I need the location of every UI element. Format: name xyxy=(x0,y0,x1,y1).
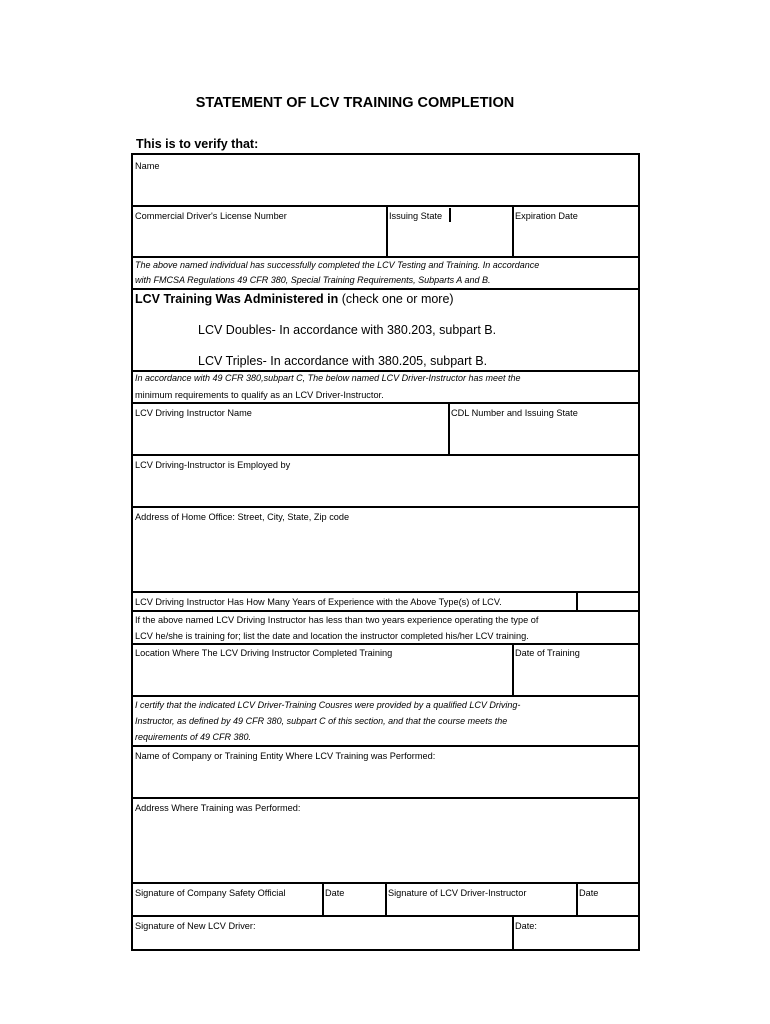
instructor-name-label: LCV Driving Instructor Name xyxy=(135,408,252,418)
date-label-1: Date xyxy=(325,888,345,898)
date-label-2: Date xyxy=(579,888,599,898)
training-location-label: Location Where The LCV Driving Instructor Completed Training xyxy=(135,648,393,658)
divider xyxy=(576,882,578,915)
divider xyxy=(512,915,514,951)
instructor-cdl-label: CDL Number and Issuing State xyxy=(451,408,578,418)
name-label: Name xyxy=(135,161,160,171)
date-label-3: Date: xyxy=(515,921,537,931)
divider xyxy=(133,643,638,645)
certify-line2: Instructor, as defined by 49 CFR 380, subpart C of this section, and that the course meets the xyxy=(135,716,508,726)
instructor-requirement-line2: minimum requirements to qualify as an LCV Driver-Instructor. xyxy=(135,390,384,400)
divider xyxy=(133,797,638,799)
years-experience-answer-divider xyxy=(576,593,578,612)
option-lcv-doubles[interactable]: LCV Doubles- In accordance with 380.203, subpart B. xyxy=(198,323,497,337)
administered-rest: (check one or more) xyxy=(338,292,454,306)
completion-statement-line2: with FMCSA Regulations 49 CFR 380, Special Training Requirements, Subparts A and B. xyxy=(135,275,491,285)
divider xyxy=(449,208,451,222)
home-office-address-label: Address of Home Office: Street, City, State, Zip code xyxy=(135,512,350,522)
divider xyxy=(133,506,638,508)
document-title: STATEMENT OF LCV TRAINING COMPLETION xyxy=(195,95,515,111)
less-than-two-years-line1: If the above named LCV Driving Instructor has less than two years experience operating the type of xyxy=(135,615,539,625)
employed-by-label: LCV Driving-Instructor is Employed by xyxy=(135,460,291,470)
lcv-training-form xyxy=(131,153,640,951)
issuing-state-label: Issuing State xyxy=(389,211,443,221)
company-name-label: Name of Company or Training Entity Where LCV Training was Performed: xyxy=(135,751,436,761)
divider xyxy=(512,205,514,256)
divider xyxy=(386,205,388,256)
verify-heading: This is to verify that: xyxy=(136,137,259,151)
divider xyxy=(133,402,638,404)
administered-heading xyxy=(135,292,454,307)
date-of-training-label: Date of Training xyxy=(515,648,580,658)
instructor-requirement-line1: In accordance with 49 CFR 380,subpart C, The below named LCV Driver-Instructor has meet the xyxy=(135,373,521,383)
instructor-signature-label: Signature of LCV Driver-Instructor xyxy=(388,888,527,898)
years-experience-label: LCV Driving Instructor Has How Many Years of Experience with the Above Type(s) of LCV. xyxy=(135,597,502,607)
completion-statement-line1: The above named individual has successfully completed the LCV Testing and Training. In accordance xyxy=(135,260,540,270)
divider xyxy=(385,882,387,915)
divider xyxy=(133,695,638,697)
option-lcv-triples[interactable]: LCV Triples- In accordance with 380.205, subpart B. xyxy=(198,354,488,368)
administered-bold: LCV Training Was Administered in xyxy=(135,292,339,306)
certify-line1: I certify that the indicated LCV Driver-Training Cousres were provided by a qualified LCV Driving- xyxy=(135,700,521,710)
less-than-two-years-line2: LCV he/she is training for; list the date and location the instructor completed his/her LCV training. xyxy=(135,631,529,641)
divider xyxy=(322,882,324,915)
safety-official-signature-label: Signature of Company Safety Official xyxy=(135,888,286,898)
expiration-date-label: Expiration Date xyxy=(515,211,578,221)
divider xyxy=(133,610,638,612)
new-driver-signature-label: Signature of New LCV Driver: xyxy=(135,921,256,931)
certify-line3: requirements of 49 CFR 380. xyxy=(135,732,252,742)
cdl-number-label: Commercial Driver's License Number xyxy=(135,211,287,221)
divider xyxy=(133,454,638,456)
divider xyxy=(133,591,638,593)
divider xyxy=(448,402,450,454)
divider xyxy=(512,643,514,695)
training-address-label: Address Where Training was Performed: xyxy=(135,803,301,813)
divider xyxy=(133,915,638,917)
